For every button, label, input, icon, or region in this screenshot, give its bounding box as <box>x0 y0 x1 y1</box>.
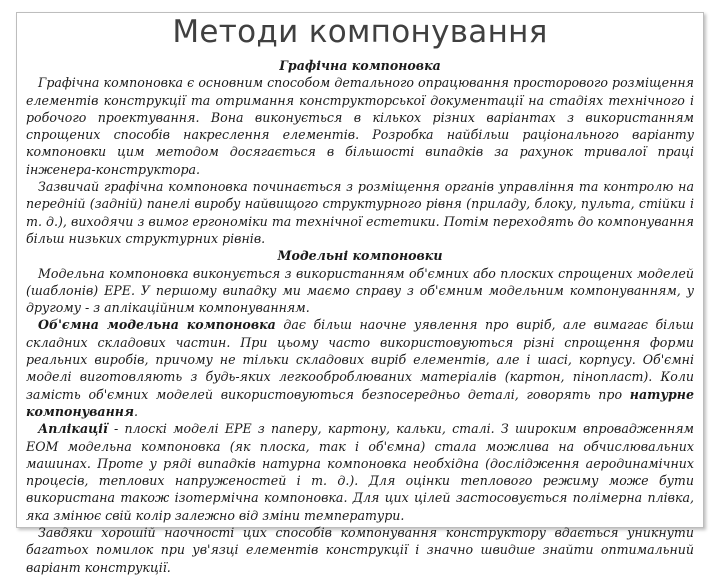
paragraph-volumetric-end: . <box>133 403 138 419</box>
section-heading-model: Модельні компоновки <box>277 248 443 264</box>
section-heading-graphic: Графічна компоновка <box>279 58 441 73</box>
term-natural-layout: натурне компонування <box>26 386 694 419</box>
paragraph-volumetric <box>26 316 694 420</box>
paragraph-graphic-1: Графічна компоновка є основним способом детального опрацювання просторового розміщення елементів конструкції та отримання конструкторської документації на стадіях технічного і робочого проектування. Вона виконується в кількох різних варіантах з використанням спрощених способів накреслення елементів. Розробка найбільш раціонального варіанту компоновки цим методом досягається в більшості випадків за рахунок тривалої праці інженера-конструктора. <box>26 75 694 177</box>
paragraph-applications-text: - плоскі моделі ЕРЕ з паперу, картону, кальки, сталі. З широким впровадженням ЕОМ модельна компоновка (як плоска, так і об'ємна) стала можлива на обчислювальних машинах. Проте у ряді випадків натурна компоновка необхідна (дослідження аеродинамічних процесів, теплових напруженостей і т. д.). Для оцінки теплового режиму може бути використана також ізотермічна компоновка. Для цих цілей застосовується полімерна плівка, яка змінює свій колір залежно від зміни температури. <box>26 421 694 523</box>
term-applications: Аплікації <box>38 421 108 437</box>
paragraph-volumetric-text: дає більш наочне уявлення про виріб, але вимагає більш складних складових частин. При цьому часто використовуються різні спрощення форми реальних виробів, причому не тільки складових виріб елементів, але і шасі, корпусу. Об'ємні моделі виготовляють з будь-яких легкооброблюваних матеріалів (картон, пінопласт). Коли замість об'ємних моделей використовуються безпосередньо деталі, говорять про <box>26 317 694 402</box>
term-volumetric-layout: Об'ємна модельна компоновка <box>38 317 276 333</box>
paragraph-model-1: Модельна компоновка виконується з використанням об'ємних або плоских спрощених моделей (шаблонів) ЕРЕ. У першому випадку ми маємо справу з об'ємним модельним компонуванням, у другому - з аплікаційним компонуванням. <box>26 265 694 316</box>
paragraph-graphic-2: Зазвичай графічна компоновка починається з розміщення органів управління та контролю на передній (задній) панелі виробу найвищого структурного рівня (приладу, блоку, пульта, стійки і т. д.), виходячи з вимог ергономіки та технічної естетики. Потім переходять до компонування більш низьких структурних рівнів. <box>26 179 694 246</box>
paragraph-applications <box>26 420 694 524</box>
slide-title: Методи компонування <box>172 14 548 50</box>
slide-content <box>26 57 694 576</box>
paragraph-conclusion: Завдяки хорошій наочності цих способів компонування конструктору вдається уникнути багатьох помилок при ув'язці елементів конструкції і значно швидше знайти оптимальний варіант конструкції. <box>26 525 694 575</box>
